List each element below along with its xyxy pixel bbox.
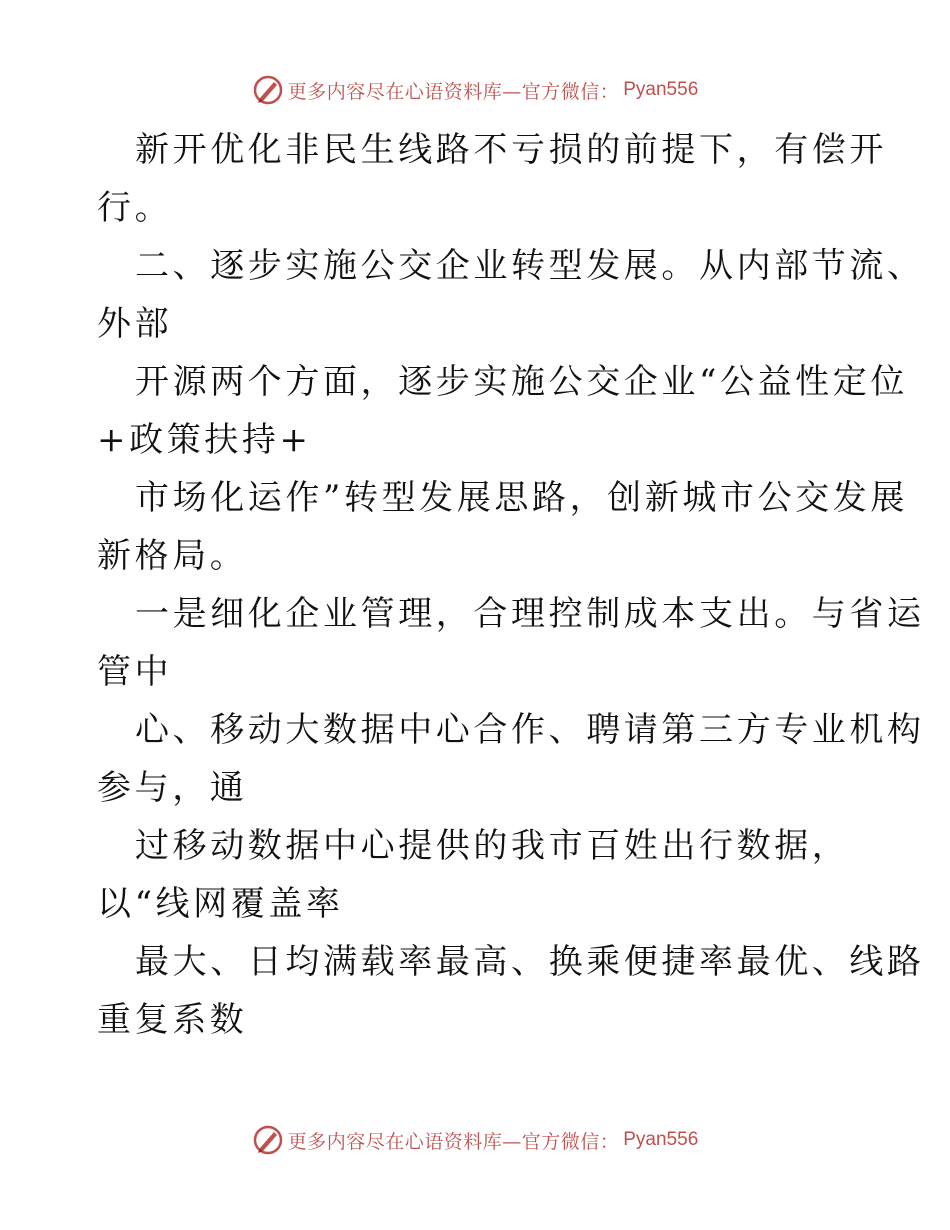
text-line: 外部 xyxy=(97,304,173,344)
watermark-text: 更多内容尽在心语资料库—官方微信： xyxy=(287,80,620,103)
text-line: 新开优化非民生线路不亏损的前提下，有偿开 xyxy=(135,130,887,170)
watermark-id: Pyan556 xyxy=(623,1129,699,1150)
watermark-group xyxy=(252,1124,699,1156)
text-line: 一是细化企业管理，合理控制成本支出。与省运 xyxy=(135,594,925,634)
text-line: 市场化运作”转型发展思路，创新城市公交发展 xyxy=(135,478,908,518)
text-line: 最大、日均满载率最高、换乘便捷率最优、线路 xyxy=(135,942,925,982)
footer-watermark xyxy=(0,1120,950,1160)
text-line: 二、逐步实施公交企业转型发展。从内部节流、 xyxy=(135,246,925,286)
pen-logo-icon xyxy=(252,1124,284,1156)
text-line: 重复系数 xyxy=(97,1000,248,1040)
text-line: 以“线网覆盖率 xyxy=(97,884,344,924)
text-line: 管中 xyxy=(97,652,173,692)
text-line: 心、移动大数据中心合作、聘请第三方专业机构 xyxy=(135,710,925,750)
text-line: 过移动数据中心提供的我市百姓出行数据， xyxy=(135,826,850,866)
watermark-id: Pyan556 xyxy=(623,79,699,100)
watermark-text: 更多内容尽在心语资料库—官方微信： xyxy=(287,1130,620,1153)
text-line: +政策扶持+ xyxy=(97,420,312,460)
text-line: 新格局。 xyxy=(97,536,248,576)
text-line: 行。 xyxy=(97,188,173,228)
text-line: 参与，通 xyxy=(97,768,248,808)
text-line: 开源两个方面，逐步实施公交企业“公益性定位 xyxy=(135,362,908,402)
